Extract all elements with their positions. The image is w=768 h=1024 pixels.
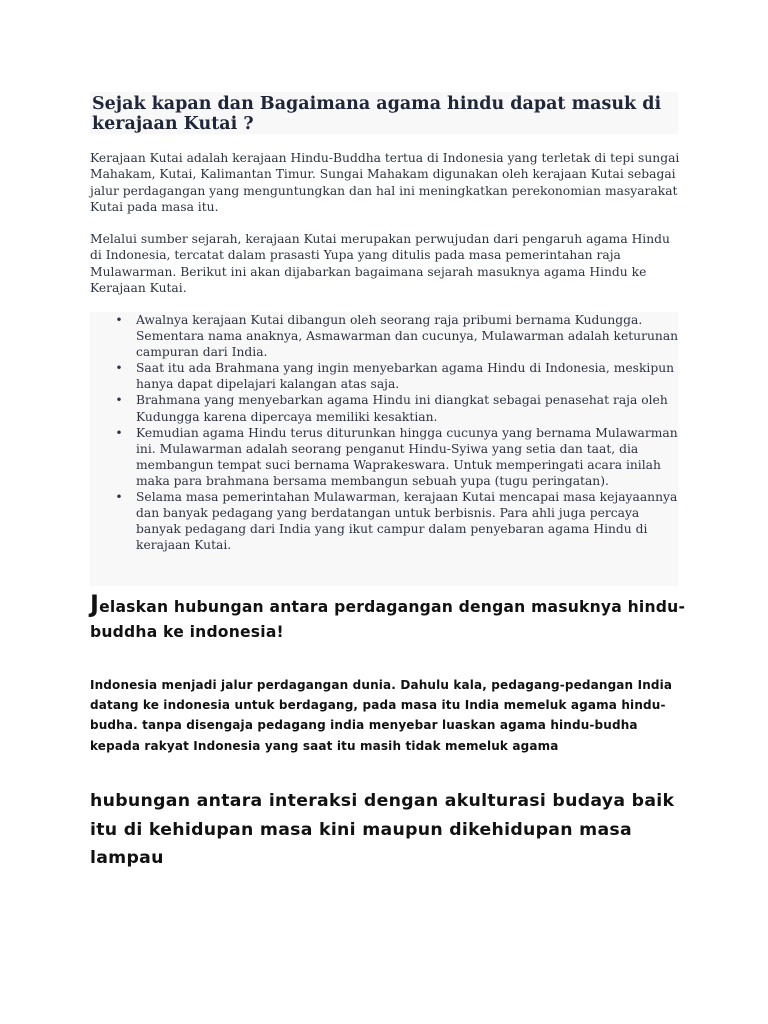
section2-paragraph: Indonesia menjadi jalur perdagangan dunia. Dahulu kala, pedagang-pedangan India datang ke indonesia untuk berdagang, pada masa itu India memeluk agama hindu-budha. tanpa disengaja pedagang india menyebar luaskan agama hindu-budha kepada rakyat Indonesia yang saat itu masih tidak memeluk agama <box>90 678 673 753</box>
section1-paragraph-1: Kerajaan Kutai adalah kerajaan Hindu-Buddha tertua di Indonesia yang terletak di tepi sungai Mahakam, Kutai, Kalimantan Timur. Sungai Mahakam digunakan oleh kerajaan Kutai sebagai jalur perdagangan yang menguntungkan dan hal ini meningkatkan perekonomian masyarakat Kutai pada masa itu. <box>90 151 680 214</box>
section2-title-initial: J <box>90 590 100 618</box>
list-item <box>90 312 680 360</box>
list-item <box>90 392 680 424</box>
section1-paragraph-2: Melalui sumber sejarah, kerajaan Kutai merupakan perwujudan dari pengaruh agama Hindu di Indonesia, tercatat dalam prasasti Yupa yang ditulis pada masa pemerintahan raja Mulawarman. Berikut ini akan dijabarkan bagaimana sejarah masuknya agama Hindu ke Kerajaan Kutai. <box>90 232 670 295</box>
list-item-text: Brahmana yang menyebarkan agama Hindu ini diangkat sebagai penasehat raja oleh Kudungga karena dipercaya memiliki kesaktian. <box>136 393 668 424</box>
list-item-text: Kemudian agama Hindu terus diturunkan hingga cucunya yang bernama Mulawarman ini. Mulawarman adalah seorang penganut Hindu-Syiwa yang setia dan taat, dia membangun tempat suci bernama Waprakeswara. Untuk memperingati acara inilah maka para brahmana bersama membangun sebuah yupa (tugu peringatan). <box>136 425 678 488</box>
bullet-icon: • <box>115 361 123 376</box>
list-item <box>90 489 680 553</box>
list-item-text: Awalnya kerajaan Kutai dibangun oleh seorang raja pribumi bernama Kudungga. Sementara nama anaknya, Asmawarman dan cucunya, Mulawarman adalah keturunan campuran dari India. <box>136 313 679 360</box>
list-item <box>90 360 680 392</box>
bullet-icon: • <box>115 425 123 440</box>
section1-title: Sejak kapan dan Bagaimana agama hindu dapat masuk di kerajaan Kutai ? <box>92 94 662 134</box>
bullet-icon: • <box>115 393 123 408</box>
list-item-text: Saat itu ada Brahmana yang ingin menyebarkan agama Hindu di Indonesia, meskipun hanya dapat dipelajari kalangan atas saja. <box>136 361 675 392</box>
bullet-icon: • <box>115 490 123 505</box>
section3-title: hubungan antara interaksi dengan akulturasi budaya baik itu di kehidupan masa kini maupun dikehidupan masa lampau <box>90 791 675 868</box>
section2-title-rest: elaskan hubungan antara perdagangan dengan masuknya hindu-buddha ke indonesia! <box>90 598 686 641</box>
bullet-icon: • <box>115 313 123 327</box>
section1-bullet-list <box>90 312 680 553</box>
section2-title <box>90 592 690 645</box>
list-item-text: Selama masa pemerintahan Mulawarman, kerajaan Kutai mencapai masa kejayaannya dan banyak pedagang yang berdatangan untuk berbisnis. Para ahli juga percaya banyak pedagang dari India yang ikut campur dalam penyebaran agama Hindu di kerajaan Kutai. <box>136 490 678 553</box>
list-item <box>90 425 680 489</box>
